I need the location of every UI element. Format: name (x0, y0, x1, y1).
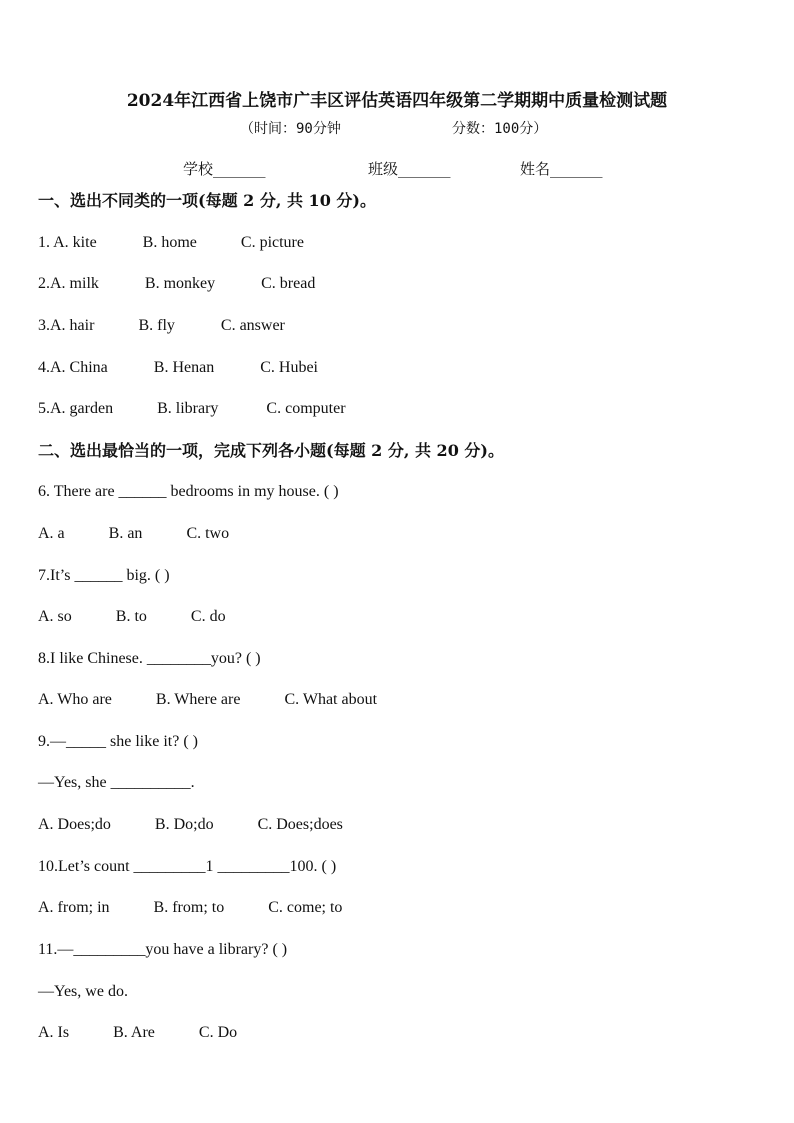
question-2 (38, 274, 315, 294)
question-6-options (38, 524, 229, 544)
name-field[interactable]: 姓名_______ (520, 160, 603, 178)
question-9-reply: —Yes, she __________. (38, 774, 195, 791)
q11-option-b: B. Are (113, 1024, 155, 1041)
q3-option-c: C. answer (220, 317, 285, 334)
q3-option-a: 3.A. hair (38, 317, 95, 334)
question-3 (38, 316, 285, 336)
q6-option-a: A. a (38, 525, 65, 542)
section2-heading: 二、选出最恰当的一项，完成下列各小题(每题 2 分, 共 20 分)。 (38, 441, 504, 460)
q1-option-b: B. home (142, 234, 197, 251)
exam-title: 2024年江西省上饶市广丰区评估英语四年级第二学期期中质量检测试题 (126, 91, 668, 111)
q8-option-c: C. What about (284, 691, 378, 708)
q7-option-a: A. so (38, 608, 72, 625)
q4-option-c: C. Hubei (260, 359, 318, 376)
q9-option-a: A. Does;do (38, 816, 111, 833)
q9-option-c: C. Does;does (257, 816, 343, 833)
question-9-options (38, 815, 343, 835)
q11-option-c: C. Do (198, 1024, 238, 1041)
q2-option-b: B. monkey (144, 275, 216, 292)
question-10-options (38, 898, 342, 918)
q4-option-b: B. Henan (153, 359, 215, 376)
q1-option-a: 1. A. kite (38, 234, 97, 251)
q8-option-a: A. Who are (38, 691, 112, 708)
question-9-stem: 9.—_____ she like it? ( ) (38, 733, 198, 750)
question-5 (38, 399, 346, 419)
question-6-stem: 6. There are ______ bedrooms in my house. ( ) (38, 483, 339, 500)
q9-option-b: B. Do;do (154, 816, 214, 833)
question-8-options (38, 690, 377, 710)
q1-option-c: C. picture (240, 234, 304, 251)
q6-option-c: C. two (186, 525, 230, 542)
q6-option-b: B. an (108, 525, 143, 542)
exam-time: （时间：90分钟 (240, 121, 341, 137)
q2-option-c: C. bread (261, 275, 316, 292)
question-7-options (38, 607, 226, 627)
q8-option-b: B. Where are (155, 691, 241, 708)
q5-option-c: C. computer (266, 400, 346, 417)
q7-option-c: C. do (190, 608, 226, 625)
question-11-reply: —Yes, we do. (38, 983, 128, 1000)
exam-score: 分数：100分） (452, 121, 548, 137)
question-1 (38, 233, 304, 253)
q10-option-c: C. come; to (268, 899, 343, 916)
q2-option-a: 2.A. milk (38, 275, 99, 292)
q5-option-b: B. library (157, 400, 219, 417)
q4-option-a: 4.A. China (38, 359, 108, 376)
q10-option-b: B. from; to (153, 899, 225, 916)
question-4 (38, 358, 318, 378)
q7-option-b: B. to (115, 608, 147, 625)
q11-option-a: A. Is (38, 1024, 70, 1041)
question-11-options (38, 1023, 237, 1043)
class-field[interactable]: 班级_______ (368, 160, 451, 178)
question-11-stem: 11.—_________you have a library? ( ) (38, 941, 288, 958)
question-7-stem: 7.It’s ______ big. ( ) (38, 567, 170, 584)
question-10-stem: 10.Let’s count _________1 _________100. ( ) (38, 858, 337, 875)
section1-heading: 一、选出不同类的一项(每题 2 分, 共 10 分)。 (38, 191, 376, 210)
question-8-stem: 8.I like Chinese. ________you? ( ) (38, 650, 261, 667)
school-field[interactable]: 学校_______ (183, 160, 266, 178)
q5-option-a: 5.A. garden (38, 400, 114, 417)
q10-option-a: A. from; in (38, 899, 110, 916)
q3-option-b: B. fly (138, 317, 175, 334)
